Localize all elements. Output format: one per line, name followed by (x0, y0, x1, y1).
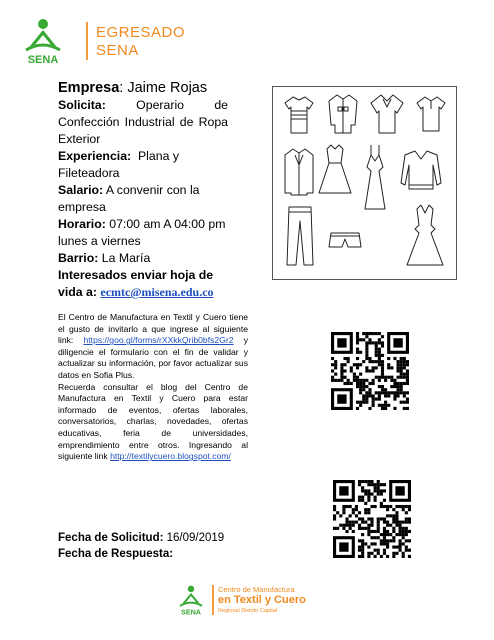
email-link[interactable]: ecmtc@misena.edu.co (100, 285, 214, 299)
salario-label: Salario: (58, 183, 104, 197)
solicita-row (58, 97, 228, 148)
qr-code-blog[interactable] (333, 480, 411, 558)
fecha-solicitud-value: 16/09/2019 (166, 532, 225, 544)
footer-divider (212, 585, 214, 615)
experiencia-value: Plana y Fileteadora (58, 149, 180, 180)
blouse-icon (371, 95, 403, 133)
empresa-label: Empresa (58, 80, 120, 96)
empresa-value: : Jaime Rojas (119, 80, 208, 96)
salario-value: A convenir con la empresa (58, 183, 200, 214)
info-form-intro: El Centro de Manufactura en Textil y Cuero tiene el gusto de invitarlo a que ingrese al siguiente link: (58, 312, 248, 346)
jacket-icon (285, 149, 313, 195)
footer-sena-logo (176, 583, 206, 617)
long-gown-icon (365, 145, 385, 209)
sweater-icon (401, 151, 441, 189)
info-blog-intro: Recuerda consultar el blog del Centro de Manufactura en Textil y Cuero para estar informado de eventos, ofertas laborales, conversatorios, charlas, novedades, ofertas educativas, feria de universidades, emprendimiento entre otros. Ingresando al siguiente link (58, 381, 248, 462)
solicita-label: Solicita: (58, 98, 106, 112)
blog-link[interactable]: http://textilycuero.blogspot.com/ (110, 451, 231, 462)
form-link[interactable]: https://goo.gl/forms/rXXkkQrib0bfs2Gr2 (83, 335, 234, 346)
fecha-respuesta-label: Fecha de Respuesta: (58, 548, 174, 560)
salario-row (58, 182, 228, 216)
dress-icon (319, 145, 351, 193)
info-paragraph-blog (58, 382, 248, 463)
horario-value: 07:00 am A 04:00 pm lunes a viernes (58, 217, 226, 248)
footer-line3: Regional Distrito Capital (218, 608, 277, 614)
experiencia-label: Experiencia: (58, 149, 132, 163)
job-details (58, 80, 228, 301)
footer-line1: Centro de Manufactura (218, 585, 295, 594)
solicita-value: Operario de Confección Industrial de Ropa Exterior (58, 98, 229, 146)
tshirt-icon (285, 97, 313, 133)
fecha-solicitud-label: Fecha de Solicitud: (58, 532, 164, 544)
horario-label: Horario: (58, 217, 106, 231)
dates-block (58, 530, 278, 562)
footer-logo-text: SENA (181, 608, 201, 617)
header-title-egresado: EGRESADO (96, 24, 186, 41)
horario-row (58, 216, 228, 250)
pants-icon (287, 207, 313, 265)
info-form-outro: y diligencie el formulario con el fin de validar y actualizar su información, por favor actualizar sus datos en Sofia Plus. (58, 335, 249, 380)
fecha-solicitud-row (58, 530, 278, 546)
shorts-icon (329, 233, 361, 247)
interesados-text: Interesados enviar hoja de vida a: (58, 268, 214, 299)
interesados-row (58, 267, 228, 301)
info-paragraph-form (58, 312, 248, 382)
barrio-label: Barrio: (58, 251, 99, 265)
barrio-row (58, 250, 228, 267)
button-shirt-icon (329, 95, 357, 133)
header-divider (86, 22, 88, 60)
experiencia-row (58, 148, 228, 182)
header-title-sena: SENA (96, 42, 139, 59)
sena-logo-text: SENA (27, 54, 59, 66)
empresa-row (58, 80, 228, 97)
sena-logo (20, 16, 66, 66)
info-text (58, 312, 248, 463)
footer-line2: en Textil y Cuero (218, 594, 306, 606)
barrio-value: La María (101, 251, 151, 265)
polo-shirt-icon (417, 97, 445, 131)
clothing-illustration (272, 86, 457, 280)
qr-code-form[interactable] (331, 332, 409, 410)
flared-dress-icon (407, 205, 443, 265)
